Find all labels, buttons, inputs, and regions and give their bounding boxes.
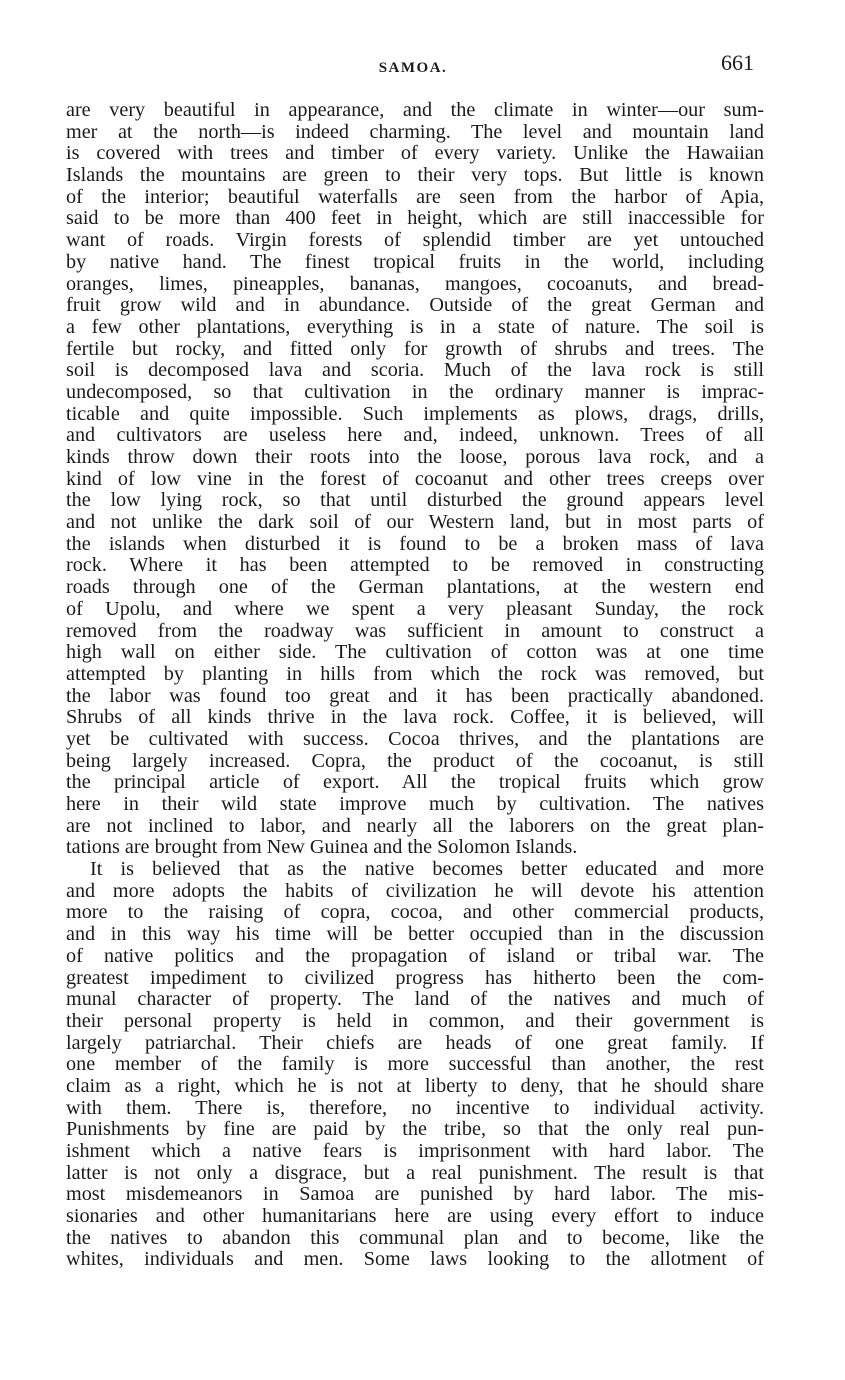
text-line: whites, individuals and men. Some laws looking to the allotment of: [66, 1249, 764, 1271]
text-line: munal character of property. The land of the natives and much of: [66, 989, 764, 1011]
text-line: of the interior; beautiful waterfalls are seen from the harbor of Apia,: [66, 186, 764, 208]
text-line: attempted by planting in hills from which the rock was removed, but: [66, 663, 764, 685]
text-line: and not unlike the dark soil of our Western land, but in most parts of: [66, 512, 764, 534]
text-line: kinds throw down their roots into the loose, porous lava rock, and a: [66, 447, 764, 468]
text-line: a few other plantations, everything is in a state of nature. The soil is: [66, 316, 764, 338]
text-line: of Upolu, and where we spent a very pleasant Sunday, the rock: [66, 598, 764, 620]
text-line: fertile but rocky, and fitted only for growth of shrubs and trees. The: [66, 338, 764, 360]
text-line: is covered with trees and timber of every variety. Unlike the Hawaiian: [66, 143, 764, 165]
text-line: rock. Where it has been attempted to be removed in constructing: [66, 555, 764, 577]
text-line: greatest impediment to civilized progress has hitherto been the com-: [66, 967, 764, 989]
page-number: 661: [721, 50, 754, 75]
text-line: tations are brought from New Guinea and the Solomon Islands.: [66, 837, 578, 859]
body-text: [66, 100, 764, 1271]
text-line: Shrubs of all kinds thrive in the lava rock. Coffee, it is believed, will: [66, 707, 764, 729]
text-line: sionaries and other humanitarians here are using every effort to induce: [66, 1206, 764, 1228]
text-line: being largely increased. Copra, the product of the cocoanut, is still: [66, 750, 764, 772]
text-line: want of roads. Virgin forests of splendid timber are yet untouched: [66, 230, 764, 252]
text-line: claim as a right, which he is not at liberty to deny, that he should share: [66, 1075, 764, 1097]
text-line: soil is decomposed lava and scoria. Much of the lava rock is still: [66, 360, 764, 382]
text-line: yet be cultivated with success. Cocoa thrives, and the plantations are: [66, 728, 764, 750]
text-line: kind of low vine in the forest of cocoanut and other trees creeps over: [66, 468, 764, 490]
text-line: largely patriarchal. Their chiefs are heads of one great family. If: [66, 1032, 764, 1054]
text-line: said to be more than 400 feet in height, which are still inaccessible for: [66, 208, 764, 230]
text-line: the low lying rock, so that until disturbed the ground appears level: [66, 490, 764, 512]
text-line: roads through one of the German plantations, at the western end: [66, 577, 764, 599]
text-line: with them. There is, therefore, no incentive to individual activity.: [66, 1097, 764, 1119]
text-line: here in their wild state improve much by cultivation. The natives: [66, 794, 764, 815]
text-line: and more adopts the habits of civilization he will devote his attention: [66, 880, 764, 902]
text-line: ishment which a native fears is imprisonment with hard labor. The: [66, 1141, 764, 1162]
text-line: mer at the north—is indeed charming. The level and mountain land: [66, 121, 764, 143]
text-line: of native politics and the propagation of island or tribal war. The: [66, 945, 764, 967]
text-line: the principal article of export. All the tropical fruits which grow: [66, 772, 764, 794]
paragraph: [66, 859, 764, 1271]
text-line: more to the raising of copra, cocoa, and other commercial products,: [66, 902, 764, 924]
running-title: SAMOA.: [378, 60, 448, 76]
text-line: latter is not only a disgrace, but a real punishment. The result is that: [66, 1162, 764, 1184]
text-line: Punishments by fine are paid by the tribe, so that the only real pun-: [66, 1119, 764, 1141]
text-line: the islands when disturbed it is found to be a broken mass of lava: [66, 533, 764, 555]
text-line: Islands the mountains are green to their very tops. But little is known: [66, 165, 764, 187]
paragraph: [66, 100, 764, 859]
text-line: are not inclined to labor, and nearly all the laborers on the great plan-: [66, 815, 764, 837]
text-line: and cultivators are useless here and, indeed, unknown. Trees of all: [66, 425, 764, 447]
text-line: removed from the roadway was sufficient in amount to construct a: [66, 620, 764, 642]
text-line: high wall on either side. The cultivation of cotton was at one time: [66, 642, 764, 664]
text-line: are very beautiful in appearance, and the climate in winter—our sum-: [66, 100, 764, 121]
text-line: the natives to abandon this communal plan and to become, like the: [66, 1227, 764, 1249]
text-line: It is believed that as the native becomes better educated and more: [90, 859, 764, 881]
text-line: oranges, limes, pineapples, bananas, mangoes, cocoanuts, and bread-: [66, 273, 764, 295]
text-line: the labor was found too great and it has been practically abandoned.: [66, 685, 764, 707]
text-line: and in this way his time will be better occupied than in the discussion: [66, 924, 764, 946]
text-line: one member of the family is more successful than another, the rest: [66, 1054, 764, 1076]
running-head: [62, 50, 764, 80]
text-line: their personal property is held in common, and their government is: [66, 1010, 764, 1032]
text-line: by native hand. The finest tropical fruits in the world, including: [66, 251, 764, 273]
text-line: most misdemeanors in Samoa are punished by hard labor. The mis-: [66, 1184, 764, 1206]
text-line: ticable and quite impossible. Such implements as plows, drags, drills,: [66, 403, 764, 425]
text-line: undecomposed, so that cultivation in the ordinary manner is imprac-: [66, 381, 764, 403]
text-line: fruit grow wild and in abundance. Outside of the great German and: [66, 295, 764, 317]
